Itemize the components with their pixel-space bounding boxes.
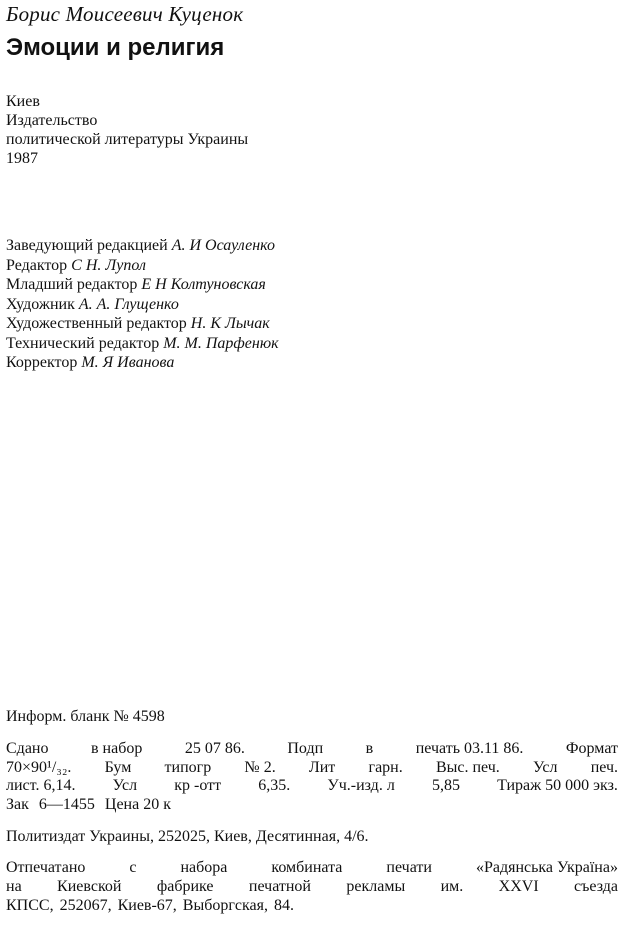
staff-role: Заведующий редакцией <box>6 237 168 254</box>
printer-word: набора <box>180 859 228 876</box>
spec-word: в <box>365 740 374 757</box>
printer-word: 252067, <box>59 897 112 914</box>
spec-word: Усл <box>532 758 558 776</box>
staff-role: Технический редактор <box>6 334 160 352</box>
staff-name: М. Я Иванова <box>81 354 175 371</box>
spec-word: Формат <box>565 740 618 757</box>
staff-role: Младший редактор <box>6 276 138 293</box>
author-name: Борис Моисеевич Куценок <box>6 2 244 26</box>
publication-year: 1987 <box>6 150 38 167</box>
staff-name: Н. К Лычак <box>190 315 270 332</box>
staff-row <box>6 334 279 354</box>
spec-word: Подп <box>287 740 324 757</box>
spec-word: печать 03.11 86. <box>415 740 524 757</box>
staff-name: С Н. Лупол <box>71 256 146 274</box>
spec-word: Зак <box>6 795 29 813</box>
printer-word: печати <box>386 859 432 876</box>
printer-word: съезда <box>574 878 618 895</box>
staff-role: Редактор <box>6 256 68 274</box>
staff-row <box>6 353 279 373</box>
printer-info <box>6 858 618 915</box>
book-title: Эмоции и религия <box>6 34 225 61</box>
spec-word: № 2. <box>244 758 276 776</box>
spec-word: Цена 20 к <box>104 795 171 813</box>
printer-word: Киевской <box>57 878 122 895</box>
address-word: Украины, <box>89 828 154 845</box>
spec-word: 25 07 86. <box>184 740 245 757</box>
printer-word: Выборгская, <box>182 897 269 914</box>
printer-word: 84. <box>274 897 295 914</box>
staff-row <box>6 236 279 256</box>
staff-name: А. А. Глущенко <box>78 295 179 313</box>
staff-name: М. М. Парфенюк <box>163 334 279 352</box>
staff-name: Е Н Колтуновская <box>141 276 266 293</box>
staff-role: Корректор <box>6 354 78 371</box>
spec-word: 5,85 <box>431 777 460 794</box>
address-word: Киев, <box>213 828 252 845</box>
publisher-block <box>6 92 248 168</box>
printer-word: XXVI <box>498 878 539 895</box>
spec-word: 6,35. <box>258 777 291 794</box>
address-word: 252025, <box>157 828 210 845</box>
spec-word: Уч.-изд. л <box>327 777 395 794</box>
spec-word: Выс. печ. <box>435 758 500 776</box>
address-word: Десятинная, <box>255 828 341 845</box>
printer-word: комбината <box>271 859 343 876</box>
printer-word: Отпечатано <box>6 859 86 876</box>
printer-word: печатной <box>248 878 311 895</box>
spec-word: в набор <box>90 740 143 757</box>
spec-word: типогр <box>164 758 212 776</box>
editorial-staff-list <box>6 236 279 373</box>
publisher-line-2: политической литературы Украины <box>6 131 249 148</box>
info-blank-number: Информ. бланк № 4598 <box>6 708 165 725</box>
printer-line <box>6 896 618 915</box>
spec-word: Сдано <box>6 740 49 757</box>
staff-row <box>6 256 279 276</box>
spec-word: Тираж 50 000 экз. <box>497 777 618 794</box>
printer-word: с <box>129 859 137 876</box>
spec-word: Лит <box>308 758 336 776</box>
spec-line <box>6 759 618 778</box>
spec-line <box>6 740 618 759</box>
printer-line <box>6 877 618 896</box>
printer-word: на <box>6 878 22 895</box>
printer-word: Киев-67, <box>117 897 177 914</box>
spec-word: кр -отт <box>174 777 222 794</box>
spec-line <box>6 777 618 796</box>
printer-word: «Радянська Україна» <box>475 859 618 876</box>
staff-role: Художник <box>6 295 75 313</box>
printing-specs <box>6 740 618 814</box>
spec-word: 6—1455 <box>38 795 95 813</box>
address-word: Политиздат <box>6 828 86 845</box>
staff-row <box>6 275 279 295</box>
staff-name: А. И Осауленко <box>171 237 276 254</box>
publisher-address <box>6 828 618 846</box>
spec-word: печ. <box>590 758 618 776</box>
spec-line <box>6 796 618 815</box>
printer-word: КПСС, <box>6 897 54 914</box>
printer-word: рекламы <box>346 878 406 895</box>
staff-role: Художественный редактор <box>6 315 187 332</box>
printer-word: им. <box>440 878 464 895</box>
publisher-city: Киев <box>6 93 40 110</box>
printer-word: фабрике <box>156 878 214 895</box>
staff-row <box>6 295 279 315</box>
staff-row <box>6 314 279 334</box>
address-word: 4/6. <box>344 828 369 845</box>
printer-line <box>6 858 618 877</box>
spec-word: Усл <box>112 777 138 794</box>
publisher-line-1: Издательство <box>6 112 98 129</box>
spec-word: лист. 6,14. <box>6 777 76 794</box>
spec-word: 70×90¹/₃₂. <box>6 758 72 776</box>
spec-word: гарн. <box>368 758 403 776</box>
spec-word: Бум <box>104 758 132 776</box>
